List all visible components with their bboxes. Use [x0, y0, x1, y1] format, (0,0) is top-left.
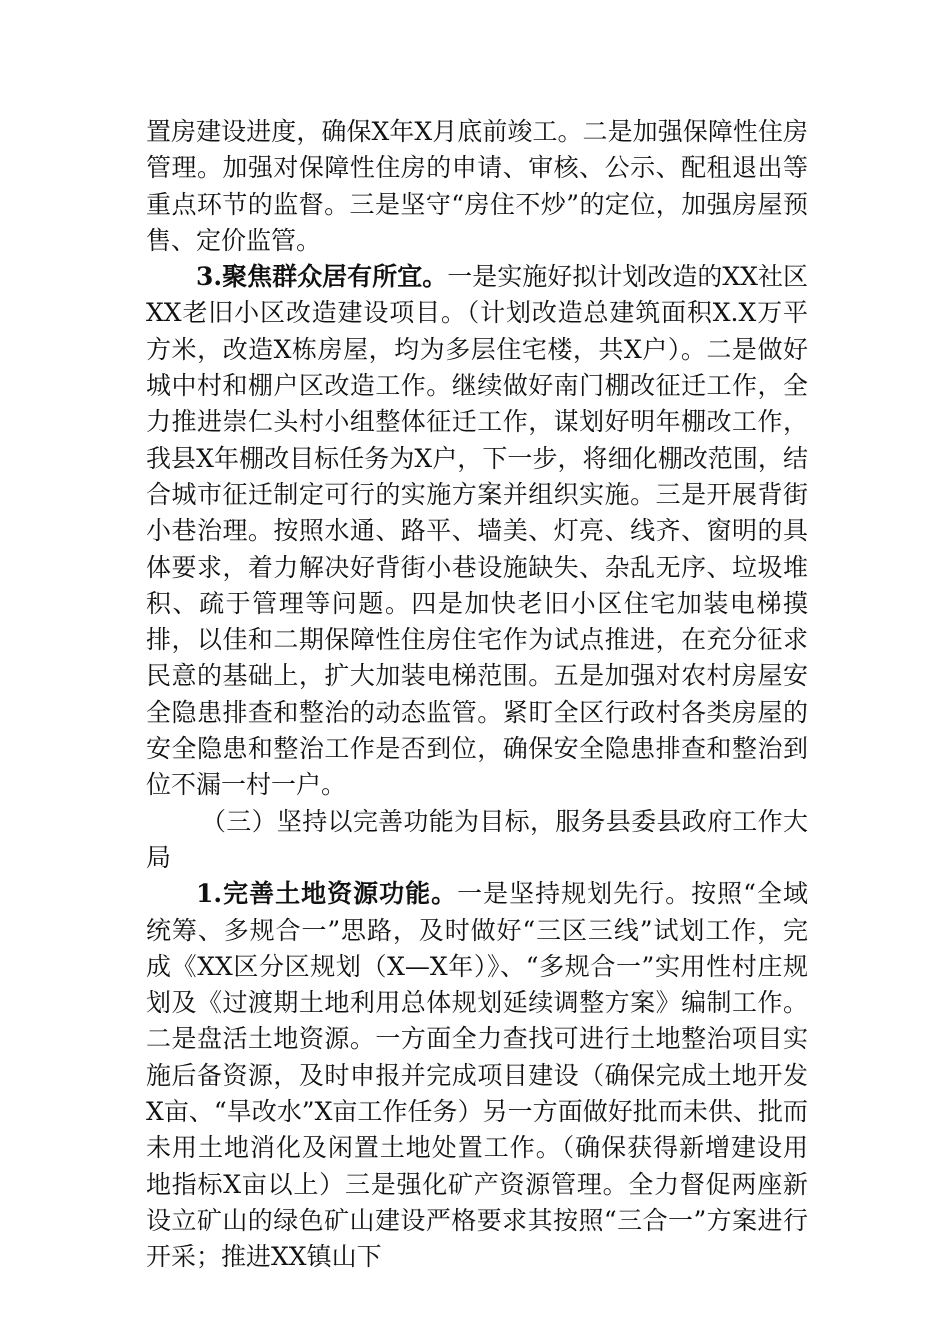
paragraph-text: 置房建设进度，确保X年X月底前竣工。二是加强保障性住房管理。加强对保障性住房的申请、审核、公示、配租退出等重点环节的监督。三是坚守“房住不炒”的定位，加强房屋预售、定价监管。 — [146, 117, 808, 255]
paragraph-continuation — [146, 114, 808, 259]
section-heading-text: （三）坚持以完善功能为目标，服务县委县政府工作大局 — [146, 806, 808, 872]
paragraph-housing-needs — [146, 259, 808, 803]
section-heading — [146, 804, 808, 877]
paragraph-text: 一是实施好拟计划改造的XX社区XX老旧小区改造建设项目。（计划改造总建筑面积X.X万平方米，改造X栋房屋，均为多层住宅楼，共X户）。二是做好城中村和棚户区改造工作。继续做好南门棚改征迁工作，全力推进崇仁头村小组整体征迁工作，谋划好明年棚改工作，我县X年棚改目标任务为X户，下一步，将细化棚改范围，结合城市征迁制定可行的实施方案并组织实施。三是开展背街小巷治理。按照水通、路平、墙美、灯亮、线齐、窗明的具体要求，着力解决好背街小巷设施缺失、杂乱无序、垃圾堆积、疏于管理等问题。四是加快老旧小区住宅加装电梯摸排，以佳和二期保障性住房住宅作为试点推进，在充分征求民意的基础上，扩大加装电梯范围。五是加强对农村房屋安全隐患排查和整治的动态监管。紧盯全区行政村各类房屋的安全隐患和整治工作是否到位，确保安全隐患排查和整治到位不漏一村一户。 — [146, 262, 808, 800]
paragraph-lead-heading: 3.聚焦群众居有所宜。 — [196, 262, 448, 292]
paragraph-lead-heading: 1.完善土地资源功能。 — [196, 879, 458, 909]
document-body — [146, 114, 808, 1276]
paragraph-land-resources — [146, 876, 808, 1275]
paragraph-text: 一是坚持规划先行。按照“全域统筹、多规合一”思路，及时做好“三区三线”试划工作，完成《XX区分区规划（X—X年）》、“多规合一”实用性村庄规划及《过渡期土地利用总体规划延续调整方案》编制工作。二是盘活土地资源。一方面全力查找可进行土地整治项目实施后备资源，及时申报并完成项目建设（确保完成土地开发X亩、“旱改水”X亩工作任务）另一方面做好批而未供、批而未用土地消化及闲置土地处置工作。（确保获得新增建设用地指标X亩以上）三是强化矿产资源管理。全力督促两座新设立矿山的绿色矿山建设严格要求其按照“三合一”方案进行开采；推进XX镇山下 — [146, 879, 808, 1272]
